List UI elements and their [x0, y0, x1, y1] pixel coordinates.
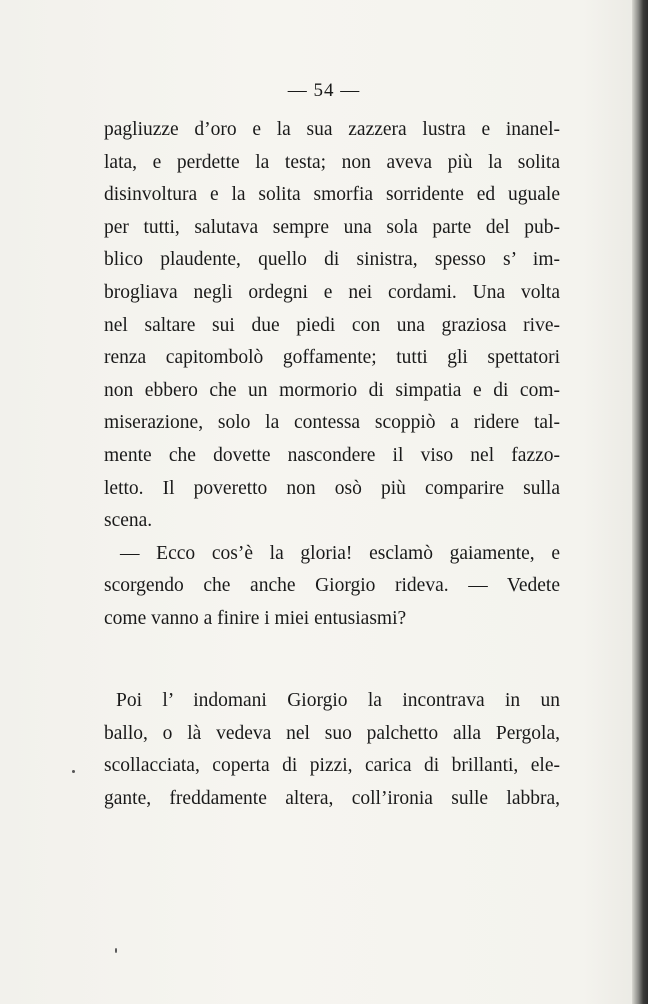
text-line: scollacciata, coperta di pizzi, carica di brillanti, ele- — [104, 755, 560, 777]
page-edge-shadow — [632, 0, 648, 1004]
text-line: mente che dovette nascondere il viso nel fazzo- — [104, 444, 560, 466]
text-line: nel saltare sui due piedi con una graziosa rive- — [104, 314, 560, 336]
text-line: scorgendo che anche Giorgio rideva. — Vedete — [104, 575, 560, 597]
text-line: disinvoltura e la solita smorfia sorridente ed uguale — [104, 184, 560, 206]
text-line: per tutti, salutava sempre una sola parte del pub- — [104, 216, 560, 238]
text-block-main — [104, 114, 560, 636]
text-line: — Ecco cos’è la gloria! esclamò gaiamente, e — [120, 542, 560, 564]
text-line: come vanno a finire i miei entusiasmi? — [104, 607, 407, 629]
paper-speck — [115, 948, 117, 953]
text-line: lata, e perdette la testa; non aveva più la solita — [104, 151, 560, 173]
page-number: — 54 — — [287, 80, 361, 101]
text-line: non ebbero che un mormorio di simpatia e di com- — [104, 379, 560, 401]
text-line: letto. Il poveretto non osò più comparire sulla — [104, 477, 560, 499]
text-line: miserazione, solo la contessa scoppiò a ridere tal- — [104, 412, 560, 434]
text-line: Poi l’ indomani Giorgio la incontrava in un — [116, 690, 560, 711]
text-line: brogliava negli ordegni e nei cordami. Una volta — [104, 281, 560, 303]
text-line: ballo, o là vedeva nel suo palchetto alla Pergola, — [104, 722, 560, 744]
text-line: scena. — [104, 510, 153, 532]
text-line: gante, freddamente altera, coll’ironia sulle labbra, — [104, 787, 560, 809]
text-line: blico plaudente, quello di sinistra, spesso s’ im- — [104, 249, 560, 271]
text-line: pagliuzze d’oro e la sua zazzera lustra e inanel- — [104, 119, 560, 140]
text-block-second — [104, 685, 560, 815]
paper-speck — [72, 770, 75, 773]
text-line: renza capitombolò goffamente; tutti gli spettatori — [104, 347, 560, 369]
